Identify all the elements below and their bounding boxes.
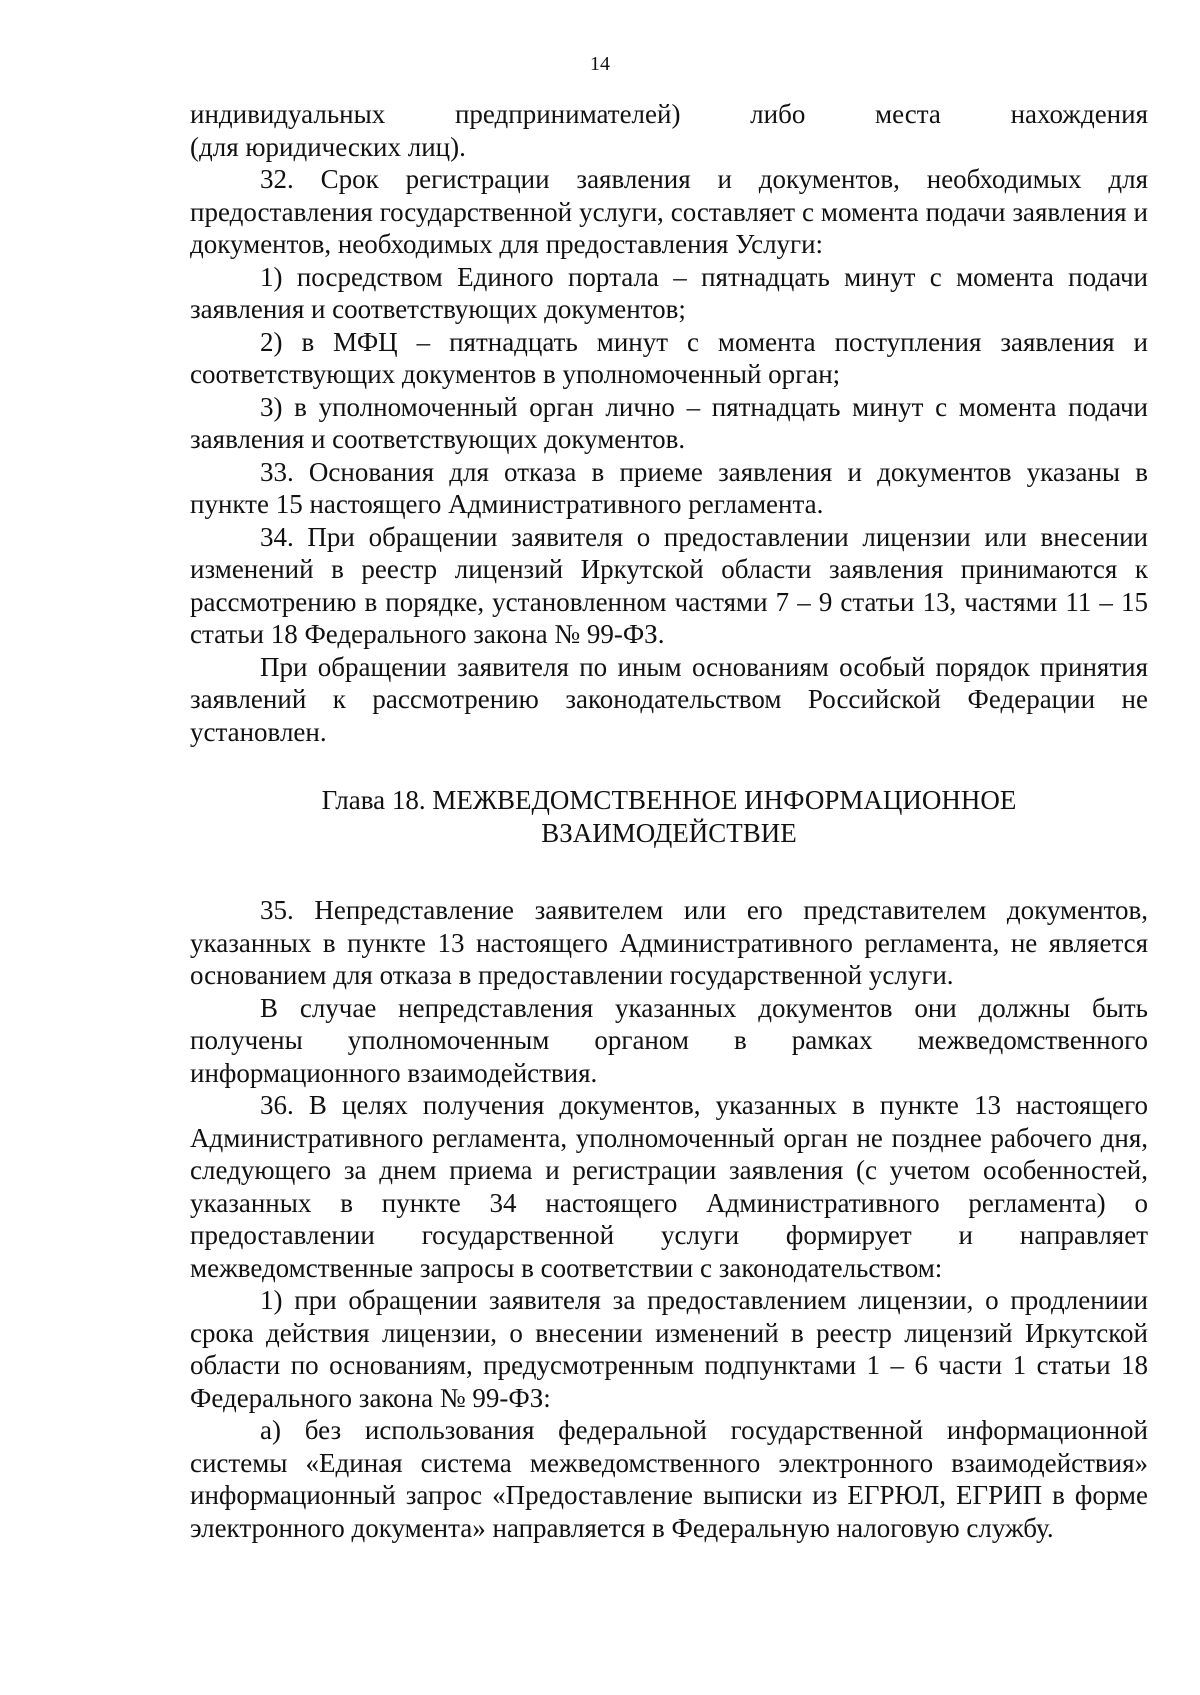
paragraph-continuation-line: индивидуальных предпринимателей) либо места нахождения: [190, 99, 1148, 129]
paragraph-continuation-end: (для юридических лиц).: [190, 131, 466, 162]
paragraph-32: 32. Срок регистрации заявления и документов, необходимых для предоставления государственной услуги, составляет с момента подачи заявления и документов, необходимых для предоставления Услуги:: [190, 164, 1148, 259]
paragraph-32-item-2: 2) в МФЦ – пятнадцать минут с момента поступления заявления и соответствующих документов в уполномоченный орган;: [190, 326, 1148, 389]
paragraph-36-item-1-a: а) без использования федеральной государственной информационной системы «Единая система межведомственного электронного взаимодействия» информационный запрос «Предоставление выписки из ЕГРЮЛ, ЕГРИП в форме электронного документа» направляется в Федеральную налоговую службу.: [190, 1415, 1148, 1543]
paragraph-35: 35. Непредставление заявителем или его представителем документов, указанных в пункте 13 настоящего Административного регламента, не является основанием для отказа в предоставлении государственной услуги.: [190, 895, 1148, 990]
paragraph-32-item-3: 3) в уполномоченный орган лично – пятнадцать минут с момента подачи заявления и соответствующих документов.: [190, 391, 1148, 454]
paragraph-33: 33. Основания для отказа в приеме заявления и документов указаны в пункте 15 настоящего Административного регламента.: [190, 456, 1148, 519]
chapter-heading-line-1: Глава 18. МЕЖВЕДОМСТВЕННОЕ ИНФОРМАЦИОННОЕ: [321, 785, 1017, 815]
paragraph-36-item-1: 1) при обращении заявителя за предоставлением лицензии, о продлениии срока действия лицензии, о внесении изменений в реестр лицензий Иркутской области по основаниям, предусмотренным подпунктами 1 – 6 части 1 статьи 18 Федерального закона № 99-ФЗ:: [190, 1285, 1148, 1413]
paragraph-35-note: В случае непредставления указанных документов они должны быть получены уполномоченным органом в рамках межведомственного информационного взаимодействия.: [190, 992, 1148, 1088]
document-body: [190, 98, 1148, 1544]
chapter-heading-line-2: ВЗАИМОДЕЙСТВИЕ: [541, 818, 797, 848]
paragraph-34: 34. При обращении заявителя о предоставлении лицензии или внесении изменений в реестр лицензий Иркутской области заявления принимаются к рассмотрению в порядке, установленном частями 7 – 9 статьи 13, частями 11 – 15 статьи 18 Федерального закона № 99-ФЗ.: [190, 521, 1148, 649]
paragraph-32-item-1: 1) посредством Единого портала – пятнадцать минут с момента подачи заявления и соответствующих документов;: [190, 261, 1148, 324]
chapter-heading: [190, 784, 1148, 850]
paragraph-36: 36. В целях получения документов, указанных в пункте 13 настоящего Административного регламента, уполномоченный орган не позднее рабочего дня, следующего за днем приема и регистрации заявления (с учетом особенностей, указанных в пункте 34 настоящего Административного регламента) о предоставлении государственной услуги формирует и направляет межведомственные запросы в соответствии с законодательством:: [190, 1090, 1148, 1283]
paragraph-34-note: При обращении заявителя по иным основаниям особый порядок принятия заявлений к рассмотрению законодательством Российской Федерации не установлен.: [190, 651, 1148, 747]
page-number: 14: [590, 53, 610, 75]
